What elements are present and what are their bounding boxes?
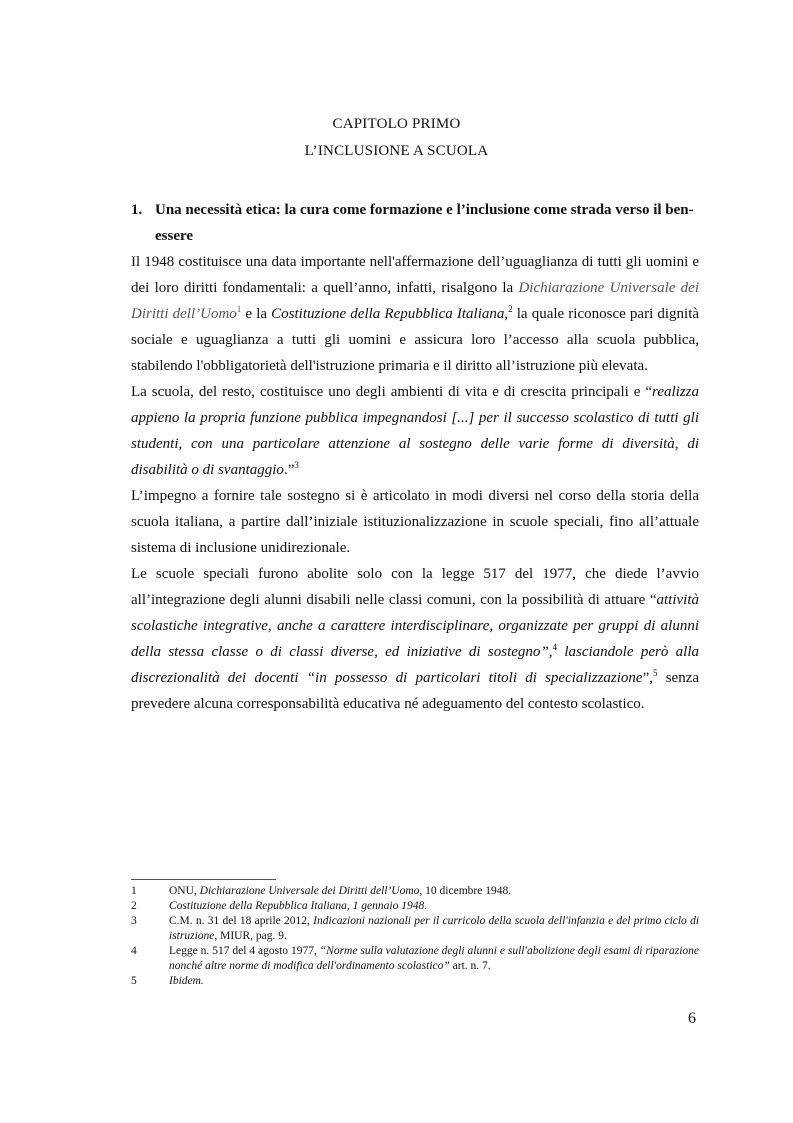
udhr-citation: Dichiarazione Universale dei Diritti dell’Uomo xyxy=(131,280,700,322)
paragraph-3: L’impegno a fornire tale sostegno si è articolato in modi diversi nel corso della storia della scuola italiana, a partire dall’iniziale istituzionalizzazione in scuole speciali, fino all’attuale sistema di inclusione unidirezionale. xyxy=(131,488,699,556)
footnote-ref-4: 4 xyxy=(552,642,558,652)
page-number: 6 xyxy=(688,1010,696,1027)
footnote-number: 5 xyxy=(131,975,137,987)
paragraph-1-text-1: Il 1948 costituisce una data importante nell'affermazione dell’uguaglianza di tutti gli uomini e dei loro diritti fondamentali: a quell’anno, infatti, risalgono la xyxy=(131,254,699,296)
footnote-text: Legge n. 517 del 4 agosto 1977, xyxy=(169,945,320,957)
paragraph-4-text-2: ”, xyxy=(540,644,553,660)
footnote xyxy=(131,974,699,989)
paragraph-4-text-4: ”, xyxy=(642,670,653,686)
section-title: Una necessità etica: la cura come formazione e l’inclusione come strada verso il ben-essere xyxy=(155,202,694,244)
paragraph-1-text-3: la quale riconosce pari dignità sociale e uguaglianza a tutti gli uomini e assicura loro l’accesso alla scuola pubblica, stabilendo l'obbligatorietà dell'istruzione primaria e il diritto all’istruzione più elevata. xyxy=(131,306,700,374)
footnote-number: 3 xyxy=(131,915,137,927)
footnote-text: C.M. n. 31 del 18 aprile 2012, xyxy=(169,915,314,927)
section-number: 1. xyxy=(131,202,143,218)
body-text xyxy=(131,249,699,717)
paragraph-2 xyxy=(131,379,699,483)
footnote-text: ONU, xyxy=(169,885,200,897)
paragraph-4-text-5: senza prevedere alcuna corresponsabilità educativa né adeguamento del contesto scolastico. xyxy=(131,670,700,712)
footnote-text: MIUR, pag. 9. xyxy=(217,930,287,942)
footnote xyxy=(131,884,699,899)
paragraph-1 xyxy=(131,249,699,379)
footnote-ref-5: 5 xyxy=(653,668,658,678)
guidelines-quote: realizza appieno la propria funzione pubblica impegnandosi [...] per il successo scolastico di tutti gli studenti, con una particolare attenzione al sostegno delle varie forme di diversità, di disabilità o di svantaggio xyxy=(131,384,699,478)
constitution-citation: Costituzione della Repubblica Italiana, xyxy=(271,306,509,322)
law-quote-1: attività scolastiche integrative, anche a carattere interdisciplinare, organizzate per gruppi di alunni della stessa classe o di classi diverse, ed iniziative di sostegno xyxy=(131,592,699,660)
footnote-italic: “Norme sulla valutazione degli alunni e sull'abolizione degli esami di riparazione nonché altre norme di modifica dell'ordinamento scolastico” xyxy=(169,945,699,972)
footnote-ref-1: 1 xyxy=(236,304,242,314)
footnote-italic: Indicazioni nazionali per il curricolo della scuola dell'infanzia e del primo ciclo di istruzione, xyxy=(169,915,700,942)
footnote-text: 10 dicembre 1948. xyxy=(422,885,512,897)
paragraph-2-text-1: La scuola, del resto, costituisce uno degli ambienti di vita e di crescita principali e “ xyxy=(131,384,653,400)
section-heading xyxy=(131,197,706,249)
paragraph-4-text-1: Le scuole speciali furono abolite solo con la legge 517 del 1977, che diede l’avvio all’integrazione degli alunni disabili nelle classi comuni, con la possibilità di attuare “ xyxy=(131,566,699,608)
footnote xyxy=(131,944,699,974)
footnote-italic: Ibidem. xyxy=(169,975,204,987)
paragraph-1-text-2: e la xyxy=(241,306,272,322)
footnote xyxy=(131,914,699,944)
paragraph-4 xyxy=(131,561,699,717)
footnote-separator xyxy=(131,879,276,880)
footnote-number: 4 xyxy=(131,945,137,957)
paragraph-2-text-2: .” xyxy=(283,462,295,478)
footnote-ref-3: 3 xyxy=(294,460,299,470)
footnote-number: 2 xyxy=(131,900,137,912)
paragraph-4-text-3: lasciandole però alla discrezionalità dei docenti “ xyxy=(131,644,699,686)
chapter-label: CAPITOLO PRIMO xyxy=(332,116,461,132)
footnote xyxy=(131,899,699,914)
footnote-italic: Costituzione della Repubblica Italiana, 1 gennaio 1948. xyxy=(169,900,428,912)
footnote-ref-2: 2 xyxy=(508,304,513,314)
footnote-number: 1 xyxy=(131,885,137,897)
footnotes xyxy=(131,884,699,989)
footnote-italic: Dichiarazione Universale dei Diritti dell’Uomo, xyxy=(199,885,423,897)
law-quote-2: in possesso di particolari titoli di specializzazione xyxy=(315,670,643,686)
chapter-title: L’INCLUSIONE A SCUOLA xyxy=(304,143,489,159)
footnote-text: art. n. 7. xyxy=(449,960,491,972)
